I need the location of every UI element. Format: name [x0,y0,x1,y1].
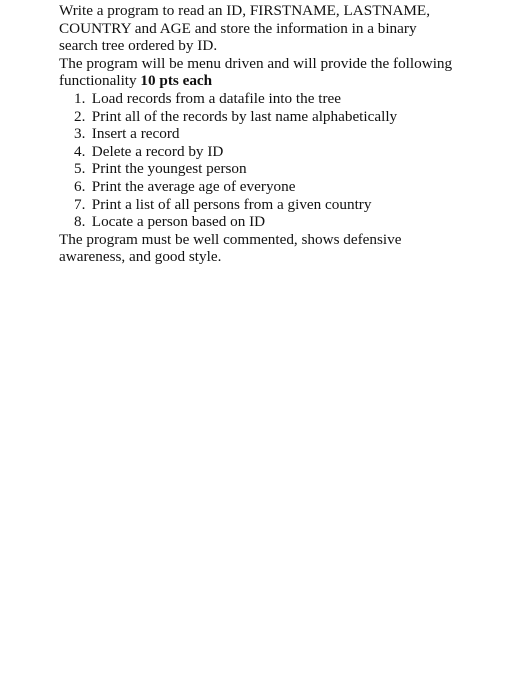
closing-line: The program must be well commented, shows defensive [59,230,402,248]
list-item-text: Print the youngest person [91,160,247,178]
list-item [59,213,479,231]
list-item [59,108,479,126]
list-item-number: 7. [74,195,86,213]
list-item-text: Print the average age of everyone [91,177,296,195]
intro-paragraph [59,2,479,55]
list-item [59,196,479,214]
document-body [59,2,479,266]
list-item-text: Print all of the records by last name alphabetically [91,107,398,125]
list-item-number: 3. [74,125,86,143]
list-item-text: Insert a record [91,125,180,143]
intro-line: COUNTRY and AGE and store the information in a binary [59,19,417,37]
menu-intro-line [59,72,479,90]
list-item-number: 4. [74,142,86,160]
menu-intro-line: The program will be menu driven and will provide the following [59,54,453,72]
closing-paragraph [59,231,479,266]
menu-intro-paragraph [59,55,479,90]
list-item [59,160,479,178]
list-item-text: Delete a record by ID [91,142,224,160]
list-item-number: 5. [74,160,86,178]
list-item-text: Print a list of all persons from a given country [91,195,372,213]
list-item [59,143,479,161]
list-item [59,125,479,143]
intro-line: search tree ordered by ID. [59,37,218,55]
list-item-number: 2. [74,107,86,125]
list-item [59,178,479,196]
list-item-text: Load records from a datafile into the tree [91,89,342,107]
intro-line: Write a program to read an ID, FIRSTNAME, LASTNAME, [59,2,430,19]
list-item-text: Locate a person based on ID [91,213,266,231]
points-label: 10 pts each [140,72,213,90]
functionality-list [59,90,479,231]
menu-intro-prefix: functionality [59,72,141,90]
list-item-number: 8. [74,213,86,231]
list-item-number: 1. [74,89,86,107]
list-item [59,90,479,108]
list-item-number: 6. [74,177,86,195]
closing-line: awareness, and good style. [59,248,222,266]
